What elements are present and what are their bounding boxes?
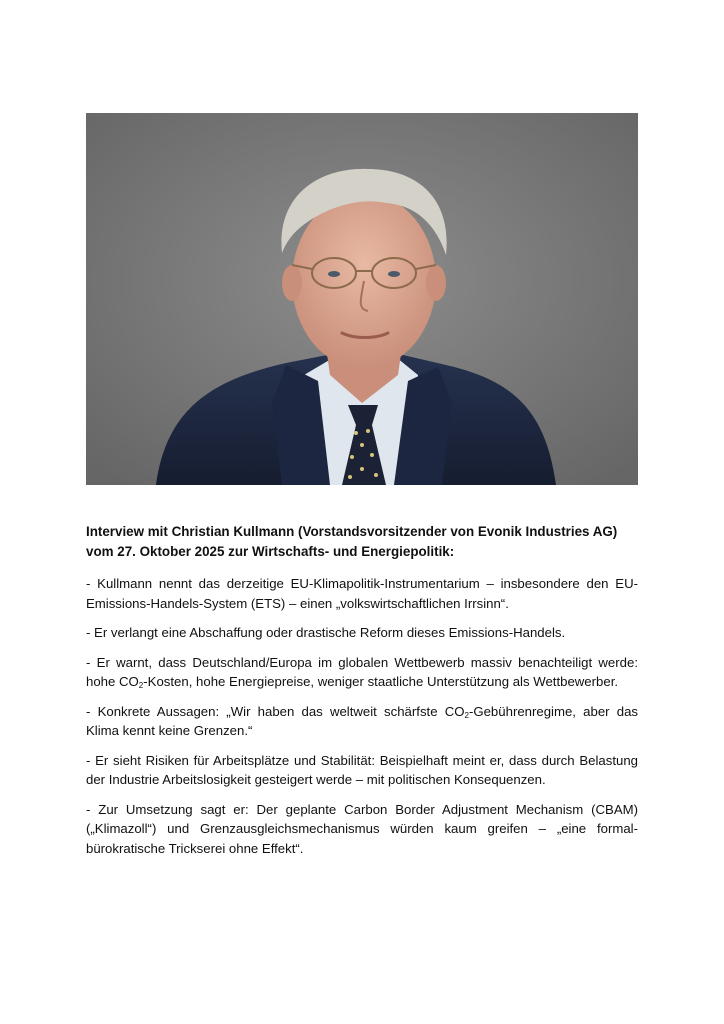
paragraph-5: - Er sieht Risiken für Arbeitsplätze und Stabilität: Beispielhaft meint er, dass durch Belastung der Industrie Arbeitslosigkeit gesteigert werde – mit politischen Konsequenzen. (86, 752, 638, 787)
paragraph-4-part-a: - Konkrete Aussagen: „Wir haben das weltweit schärfste CO (86, 703, 465, 719)
paragraph-4 (86, 702, 638, 741)
paragraph-3-part-a: - Er warnt, dass Deutschland/Europa im globalen Wettbewerb massiv benachteiligt werde: hohe CO (86, 654, 638, 689)
paragraph-3 (86, 653, 638, 692)
paragraph-4-part-b: -Gebührenregime, aber das Klima kennt keine Grenzen.“ (86, 703, 638, 738)
headline-line-2: vom 27. Oktober 2025 zur Wirtschafts- und Energiepolitik: (86, 544, 455, 559)
paragraph-1: - Kullmann nennt das derzeitige EU-Klimapolitik-Instrumentarium – insbesondere den EU-Emissions-Handels-System (ETS) – einen „volkswirtschaftlichen Irrsinn“. (86, 576, 638, 611)
co2-subscript: 2 (138, 681, 144, 690)
headline (86, 522, 638, 562)
paragraph-2: - Er verlangt eine Abschaffung oder drastische Reform dieses Emissions-Handels. (86, 625, 566, 640)
portrait-illustration (86, 113, 638, 485)
headline-line-1: Interview mit Christian Kullmann (Vorstandsvorsitzender von Evonik Industries AG) (86, 524, 618, 539)
co2-subscript: 2 (464, 710, 469, 720)
interview-text (86, 522, 638, 868)
portrait-photo (86, 113, 638, 485)
paragraph-3-part-b: -Kosten, hohe Energiepreise, weniger staatliche Unterstützung als Wettbewerber. (143, 674, 619, 689)
paragraph-6: - Zur Umsetzung sagt er: Der geplante Carbon Border Adjustment Mechanism (CBAM) („Klimazoll“) und Grenzausgleichsmechanismus würden kaum greifen – „eine formal-bürokratische Trickserei ohne Effekt“. (86, 801, 638, 856)
